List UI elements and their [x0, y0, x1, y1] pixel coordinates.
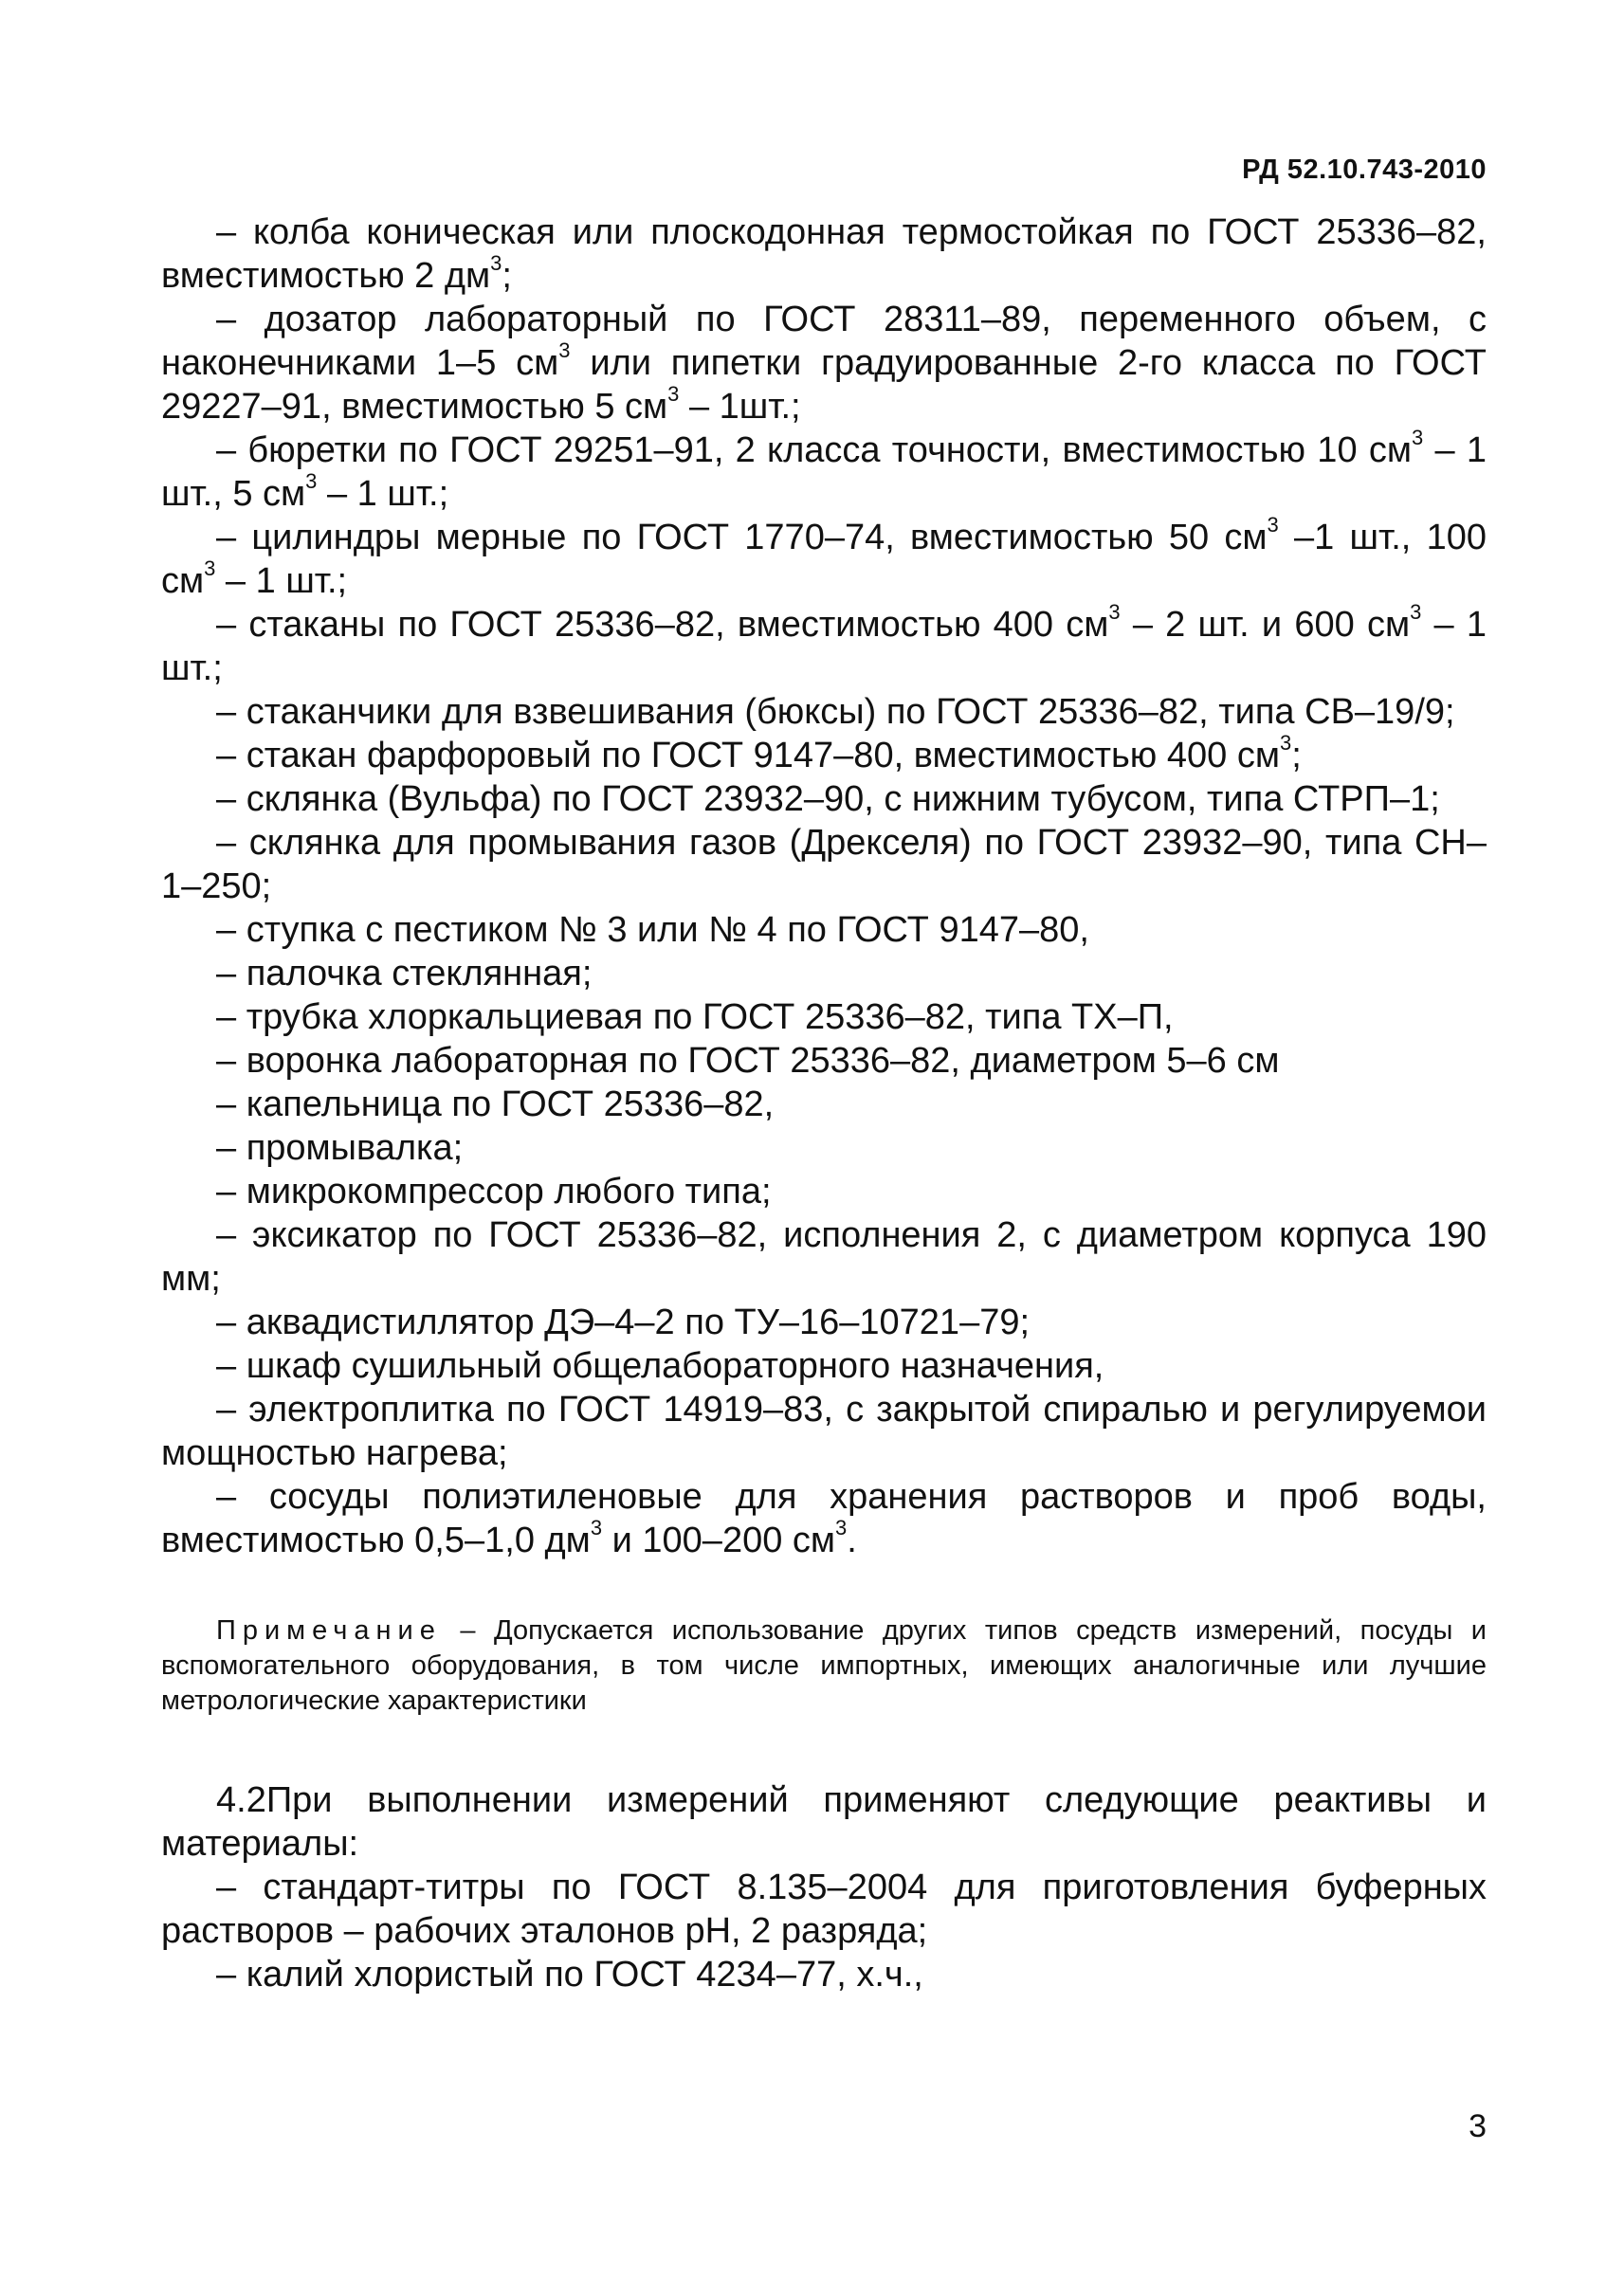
list-item: – стандарт-титры по ГОСТ 8.135–2004 для приготовления буферных растворов – рабочих эталонов pH, 2 разряда;	[161, 1868, 1487, 1951]
document-number: РД 52.10.743-2010	[1242, 155, 1487, 185]
list-item: – стаканы по ГОСТ 25336–82, вместимостью 400 $см^3 - 2$ шт. и 600 $см^3 - 1$ шт.;	[161, 600, 1487, 688]
list-item: – ступка с пестиком № 3 или № 4 по ГОСТ 9147–80,	[216, 910, 1089, 950]
list-item: – бюретки по ГОСТ 29251–91, 2 класса точности, вместимостью 10 $см^3 - 1$ шт., 5 $см^3 - 1$ шт.;	[161, 426, 1487, 514]
page-number: 3	[1469, 2108, 1487, 2144]
list-item: – склянка для промывания газов (Дрекселя) по ГОСТ 23932–90, типа СН–1–250;	[161, 823, 1487, 906]
list-item: – электроплитка по ГОСТ 14919–83, с закрытой спиралью и регулируемои мощностью нагрева;	[161, 1390, 1487, 1473]
section-number: 4.2	[216, 1780, 266, 1820]
list-item: – воронка лабораторная по ГОСТ 25336–82, диаметром 5–6 см	[216, 1041, 1280, 1081]
section-4-2-intro	[161, 1778, 1487, 1866]
note	[161, 1613, 1487, 1719]
equipment-list	[161, 210, 1487, 1562]
list-item: – аквадистиллятор ДЭ–4–2 по ТУ–16–10721–79;	[216, 1303, 1031, 1342]
list-item: – шкаф сушильный общелабораторного назначения,	[216, 1346, 1104, 1386]
list-item: – калий хлористый по ГОСТ 4234–77, х.ч.,	[216, 1955, 923, 1995]
list-item: – цилиндры мерные по ГОСТ 1770–74, вместимостью 50 $см^3$ –1 шт., 100 $см^3 - 1$ шт.;	[161, 513, 1487, 601]
list-item: – колба коническая или плоскодонная термостойкая по ГОСТ 25336–82, вместимостью 2 $дм^3$;	[161, 212, 1487, 296]
list-item: – микрокомпрессор любого типа;	[216, 1172, 772, 1212]
list-item: – капельница по ГОСТ 25336–82,	[216, 1084, 775, 1124]
list-item: – дозатор лабораторный по ГОСТ 28311–89, переменного объем, с наконечниками 1–5 $см^3$ или пипетки градуированные 2-го класса по ГОСТ 29227–91, вместимостью 5 $см^3 - 1шт$.;	[161, 300, 1487, 427]
list-item: – стаканчики для взвешивания (бюксы) по ГОСТ 25336–82, типа СВ–19/9;	[216, 692, 1455, 732]
list-item: – трубка хлоркальциевая по ГОСТ 25336–82, типа ТХ–П,	[216, 997, 1174, 1037]
list-item: – стакан фарфоровый по ГОСТ 9147–80, вместимостью 400 $см^3$;	[216, 731, 1302, 775]
list-item: – сосуды полиэтиленовые для хранения растворов и проб воды, вместимостью 0,5–1,0 $дм^3$ и 100–200 $см^3$.	[161, 1477, 1487, 1560]
list-item: – эксикатор по ГОСТ 25336–82, исполнения 2, с диаметром корпуса 190 мм;	[161, 1215, 1487, 1299]
list-item: – промывалка;	[216, 1128, 464, 1168]
page-content	[161, 210, 1487, 1996]
note-text: – Допускается использование других типов средств измерений, посуды и вспомогательного оборудования, в том числе импортных, имеющих аналогичные или лучшие метрологические характеристики	[161, 1615, 1487, 1716]
list-item: – склянка (Вульфа) по ГОСТ 23932–90, с нижним тубусом, типа СТРП–1;	[216, 779, 1440, 819]
list-item: – палочка стеклянная;	[216, 954, 593, 993]
section-intro-text: При выполнении измерений применяют следующие реактивы и материалы:	[161, 1780, 1487, 1864]
note-label: Примечание	[216, 1615, 442, 1646]
